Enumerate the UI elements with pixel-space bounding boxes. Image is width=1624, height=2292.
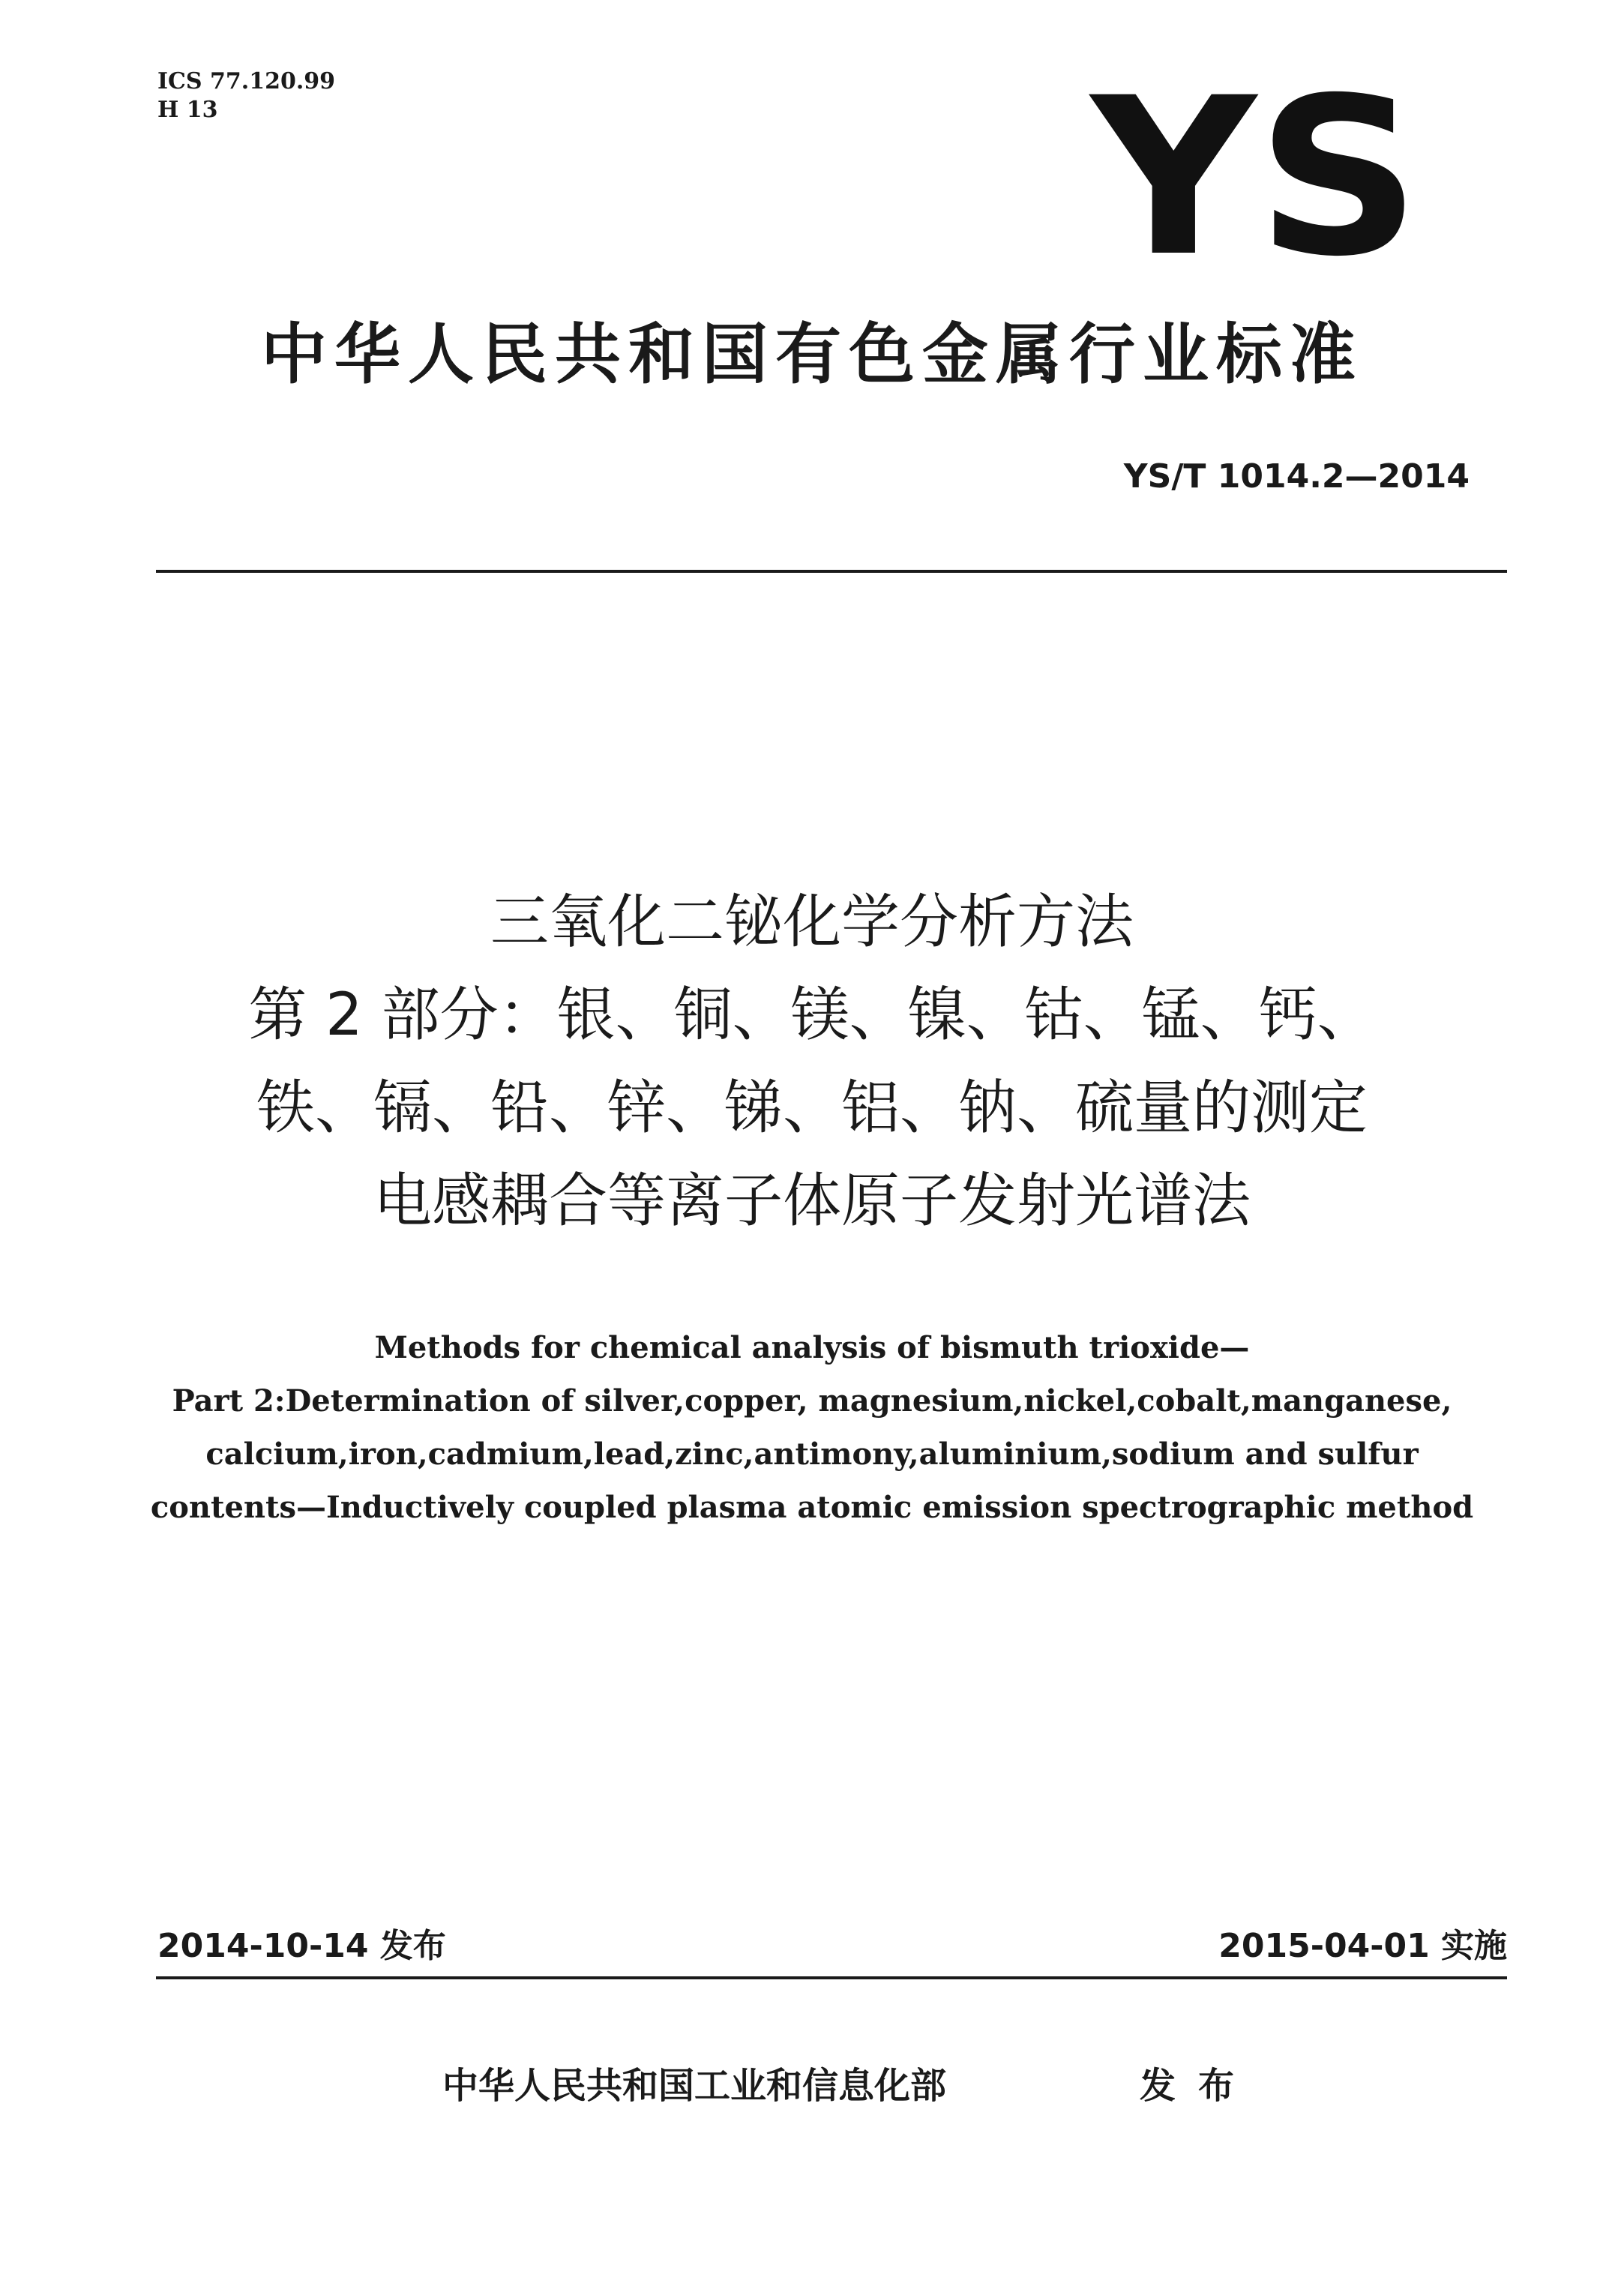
english-title-line: Part 2:Determination of silver,copper, magnesium,nickel,cobalt,manganese,	[172, 1383, 1452, 1419]
ys-logo-text: YS	[1087, 79, 1421, 266]
chinese-title-line: 铁、镉、铅、锌、锑、铝、钠、硫量的测定	[256, 1074, 1368, 1142]
industry-standard-title: 中华人民共和国有色金属行业标准	[260, 316, 1363, 393]
english-title-line: calcium,iron,cadmium,lead,zinc,antimony,aluminium,sodium and sulfur	[205, 1437, 1419, 1472]
issue-date: 2014-10-14 发布	[157, 1927, 446, 1965]
publisher-name: 中华人民共和国工业和信息化部	[442, 2065, 947, 2107]
classification-codes	[157, 67, 335, 124]
chinese-title-line: 三氧化二铋化学分析方法	[490, 888, 1134, 956]
implementation-date: 2015-04-01 实施	[1218, 1927, 1507, 1965]
chinese-title-line: 第 2 部分：银、铜、镁、镍、钴、锰、钙、	[248, 981, 1376, 1049]
english-title-line: Methods for chemical analysis of bismuth trioxide—	[374, 1330, 1250, 1365]
bottom-divider	[156, 1976, 1507, 1979]
ics-code: ICS 77.120.99	[157, 68, 336, 94]
ys-logo	[1087, 79, 1425, 266]
ccs-code: H 13	[157, 97, 218, 123]
standard-number: YS/T 1014.2—2014	[1123, 457, 1470, 496]
english-title-line: contents—Inductively coupled plasma atomic emission spectrographic method	[150, 1490, 1474, 1525]
chinese-title-line: 电感耦合等离子体原子发射光谱法	[373, 1167, 1251, 1235]
top-divider	[156, 570, 1507, 573]
publish-label: 发布	[1140, 2065, 1257, 2107]
chinese-title	[0, 876, 1624, 1248]
english-title	[0, 1321, 1624, 1534]
